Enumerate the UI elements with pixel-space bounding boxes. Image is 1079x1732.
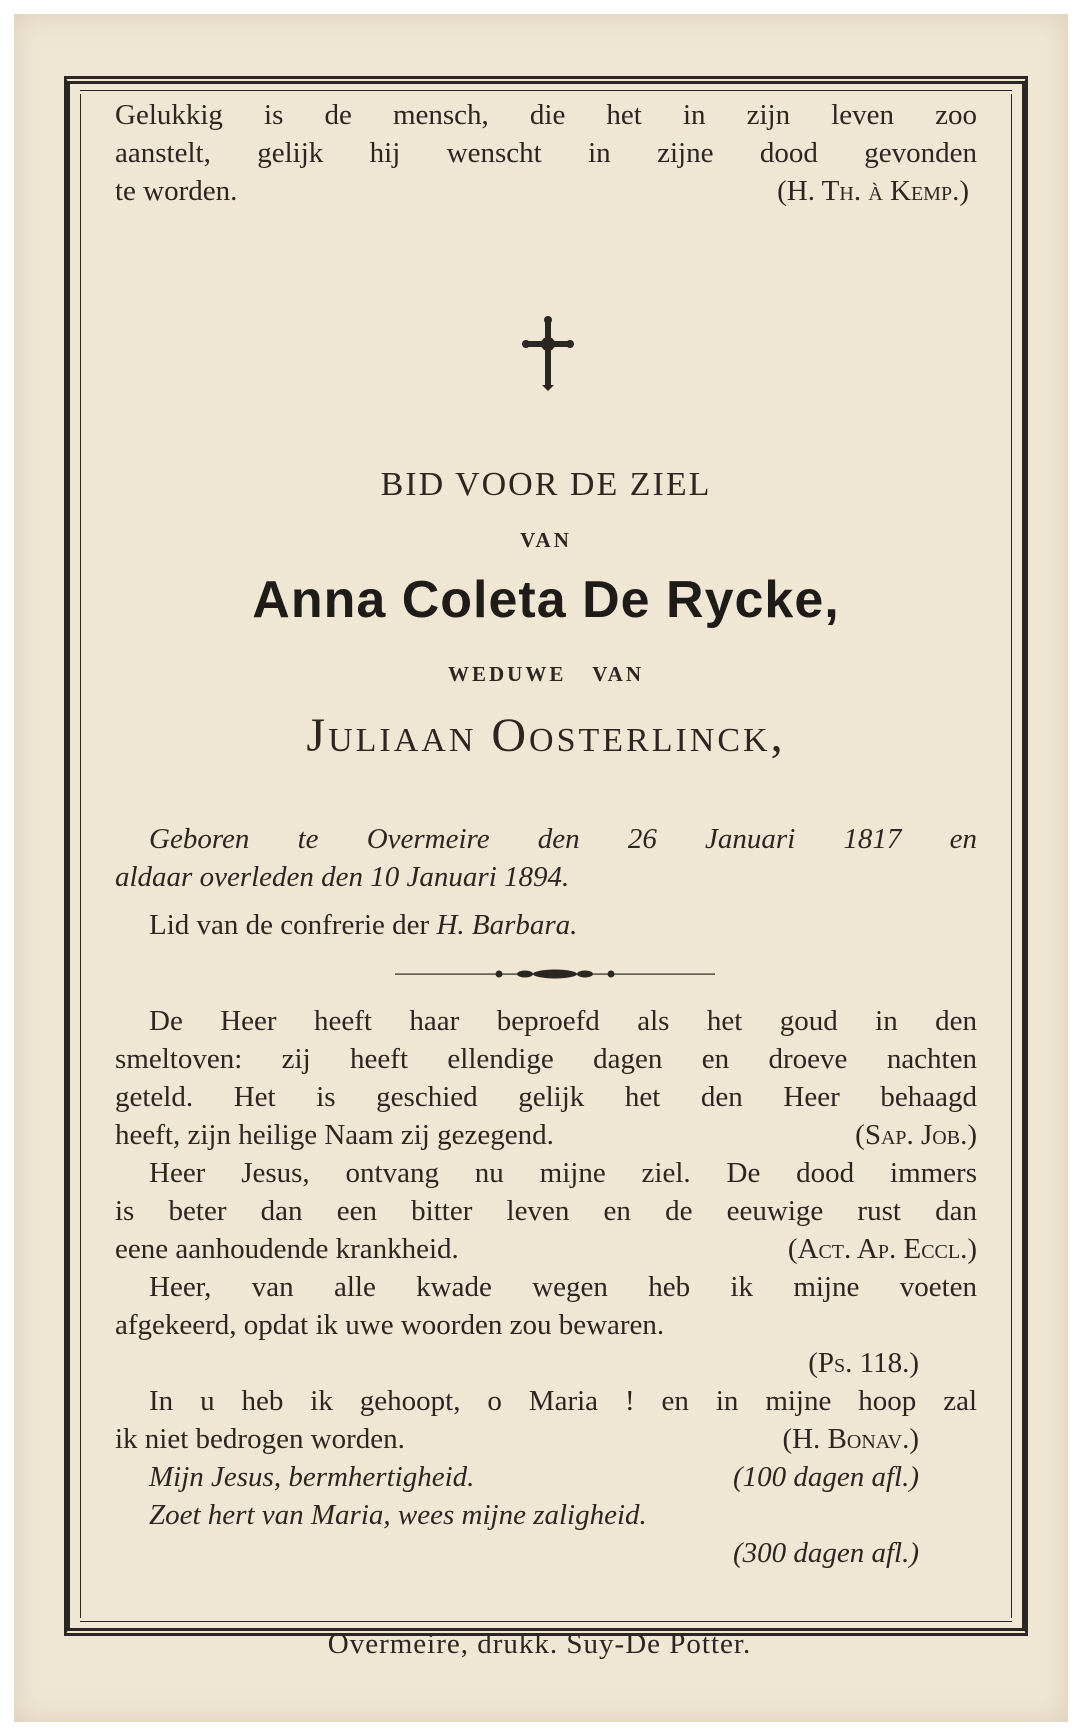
confraternity-line xyxy=(149,906,577,944)
verse1-line4: heeft, zijn heilige Naam zij gezegend. xyxy=(115,1119,554,1151)
verse3-line1: Heer, van alle kwade wegen heb ik mijne voeten xyxy=(149,1271,977,1303)
birth-line: Geboren te Overmeire den 26 Januari 1817 en xyxy=(149,823,977,855)
frame-inner-line-bottom xyxy=(80,1621,1012,1622)
verse1-line2: smeltoven: zij heeft ellendige dagen en droeve nachten xyxy=(115,1043,977,1075)
verse4-source: (H. Bonav.) xyxy=(782,1423,919,1455)
motto-line-2: aanstelt, gelijk hij wenscht in zijne dood gevonden xyxy=(115,137,977,169)
death-line: aldaar overleden den 10 Januari 1894. xyxy=(115,861,570,893)
frame-inner-line-top xyxy=(80,90,1012,91)
verse4-line2: ik niet bedrogen worden. xyxy=(115,1423,405,1455)
verse1-line3: geteld. Het is geschied gelijk het den Heer behaagd xyxy=(115,1081,977,1113)
confraternity-saint: H. Barbara. xyxy=(436,909,578,941)
indulgence-2: (300 dagen afl.) xyxy=(732,1537,919,1569)
frame-inner-line-right xyxy=(1011,94,1012,1618)
husband-name: Juliaan Oosterlinck, xyxy=(306,709,786,762)
verse3-source: (Ps. 118.) xyxy=(808,1347,919,1379)
verse1-source: (Sap. Job.) xyxy=(855,1119,977,1151)
indulgence-prayer-2: Zoet hert van Maria, wees mijne zaligheid. xyxy=(149,1499,647,1531)
motto-quote xyxy=(115,96,977,210)
ornamental-divider xyxy=(395,968,715,980)
birth-death-info xyxy=(115,820,977,896)
indulgence-1: (100 dagen afl.) xyxy=(732,1461,919,1493)
verse3-line2: afgekeerd, opdat ik uwe woorden zou bewaren. xyxy=(115,1309,665,1341)
frame-inner-line-left xyxy=(80,94,81,1618)
bid-voor-de-ziel: BID VOOR DE ZIEL xyxy=(380,466,712,503)
van-label: VAN xyxy=(520,528,572,552)
ornate-cross-icon xyxy=(522,315,574,391)
printer-imprint: Overmeire, drukk. Suy-De Potter. xyxy=(327,1628,752,1660)
verse2-line1: Heer Jesus, ontvang nu mijne ziel. De dood immers xyxy=(149,1157,977,1189)
verse2-line3: eene aanhoudende krankheid. xyxy=(115,1233,459,1265)
indulgence-prayer-1: Mijn Jesus, bermhertigheid. xyxy=(149,1461,475,1493)
deceased-name: Anna Coleta De Rycke, xyxy=(252,571,840,629)
prayer-verses xyxy=(115,1002,977,1572)
verse2-source: (Act. Ap. Eccl.) xyxy=(787,1233,977,1265)
motto-line-3: te worden. xyxy=(115,175,238,207)
verse2-line2: is beter dan een bitter leven en de eeuwige rust dan xyxy=(115,1195,977,1227)
verse4-line1: In u heb ik gehoopt, o Maria ! en in mijne hoop zal xyxy=(149,1385,977,1417)
weduwe-van-label: WEDUWE VAN xyxy=(447,662,644,686)
motto-line-1: Gelukkig is de mensch, die het in zijn leven zoo xyxy=(115,99,977,131)
verse1-line1: De Heer heeft haar beproefd als het goud in den xyxy=(149,1005,977,1037)
confraternity-prefix: Lid van de confrerie der xyxy=(149,909,437,941)
motto-source: (H. Th. à Kemp.) xyxy=(777,175,969,207)
